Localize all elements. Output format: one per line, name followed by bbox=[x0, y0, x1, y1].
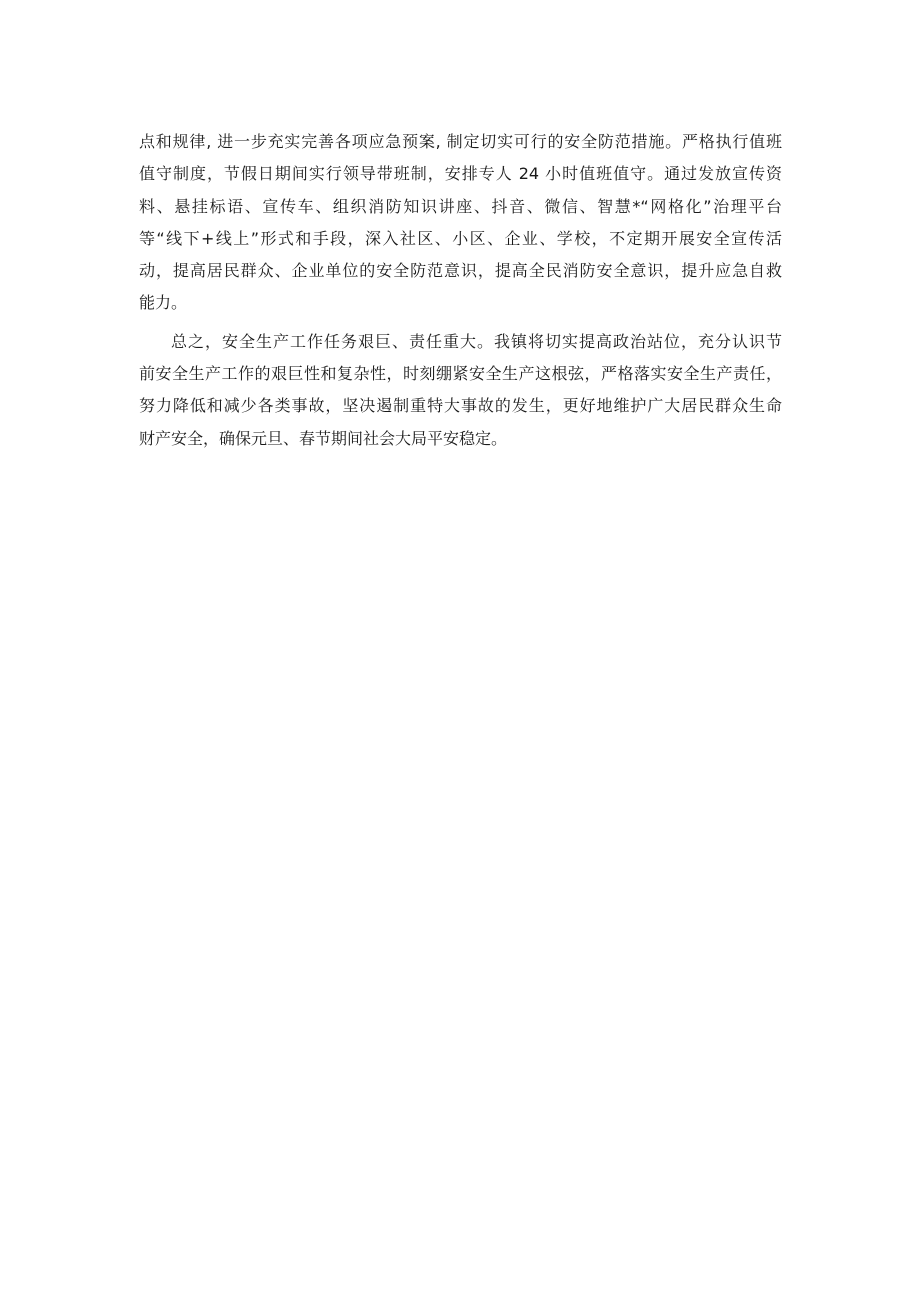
paragraph-line: 总之，安全生产工作任务艰巨、责任重大。我镇将切实提高政治站位，充分认识节 bbox=[171, 331, 782, 351]
paragraph-line: 能力。 bbox=[139, 293, 188, 313]
document-body bbox=[139, 126, 782, 455]
paragraph-line: 财产安全，确保元旦、春节期间社会大局平安稳定。 bbox=[139, 428, 508, 448]
paragraph-line: 努力降低和减少各类事故，坚决遏制重特大事故的发生，更好地维护广大居民群众生命 bbox=[139, 396, 782, 416]
paragraph-2 bbox=[139, 326, 782, 455]
paragraph-line: 值守制度，节假日期间实行领导带班制，安排专人 24 小时值班值守。通过发放宣传资 bbox=[139, 164, 782, 184]
paragraph-line: 动，提高居民群众、企业单位的安全防范意识，提高全民消防安全意识，提升应急自救 bbox=[139, 261, 782, 281]
paragraph-line: 等“线下+线上”形式和手段，深入社区、小区、企业、学校，不定期开展安全宣传活 bbox=[139, 228, 782, 248]
paragraph-line: 点和规律, 进一步充实完善各项应急预案, 制定切实可行的安全防范措施。严格执行值班 bbox=[139, 132, 782, 151]
paragraph-line: 前安全生产工作的艰巨性和复杂性，时刻绷紧安全生产这根弦，严格落实安全生产责任， bbox=[139, 364, 782, 384]
paragraph-line: 料、悬挂标语、宣传车、组织消防知识讲座、抖音、微信、智慧*“网格化”治理平台 bbox=[139, 196, 782, 216]
paragraph-1 bbox=[139, 126, 782, 320]
